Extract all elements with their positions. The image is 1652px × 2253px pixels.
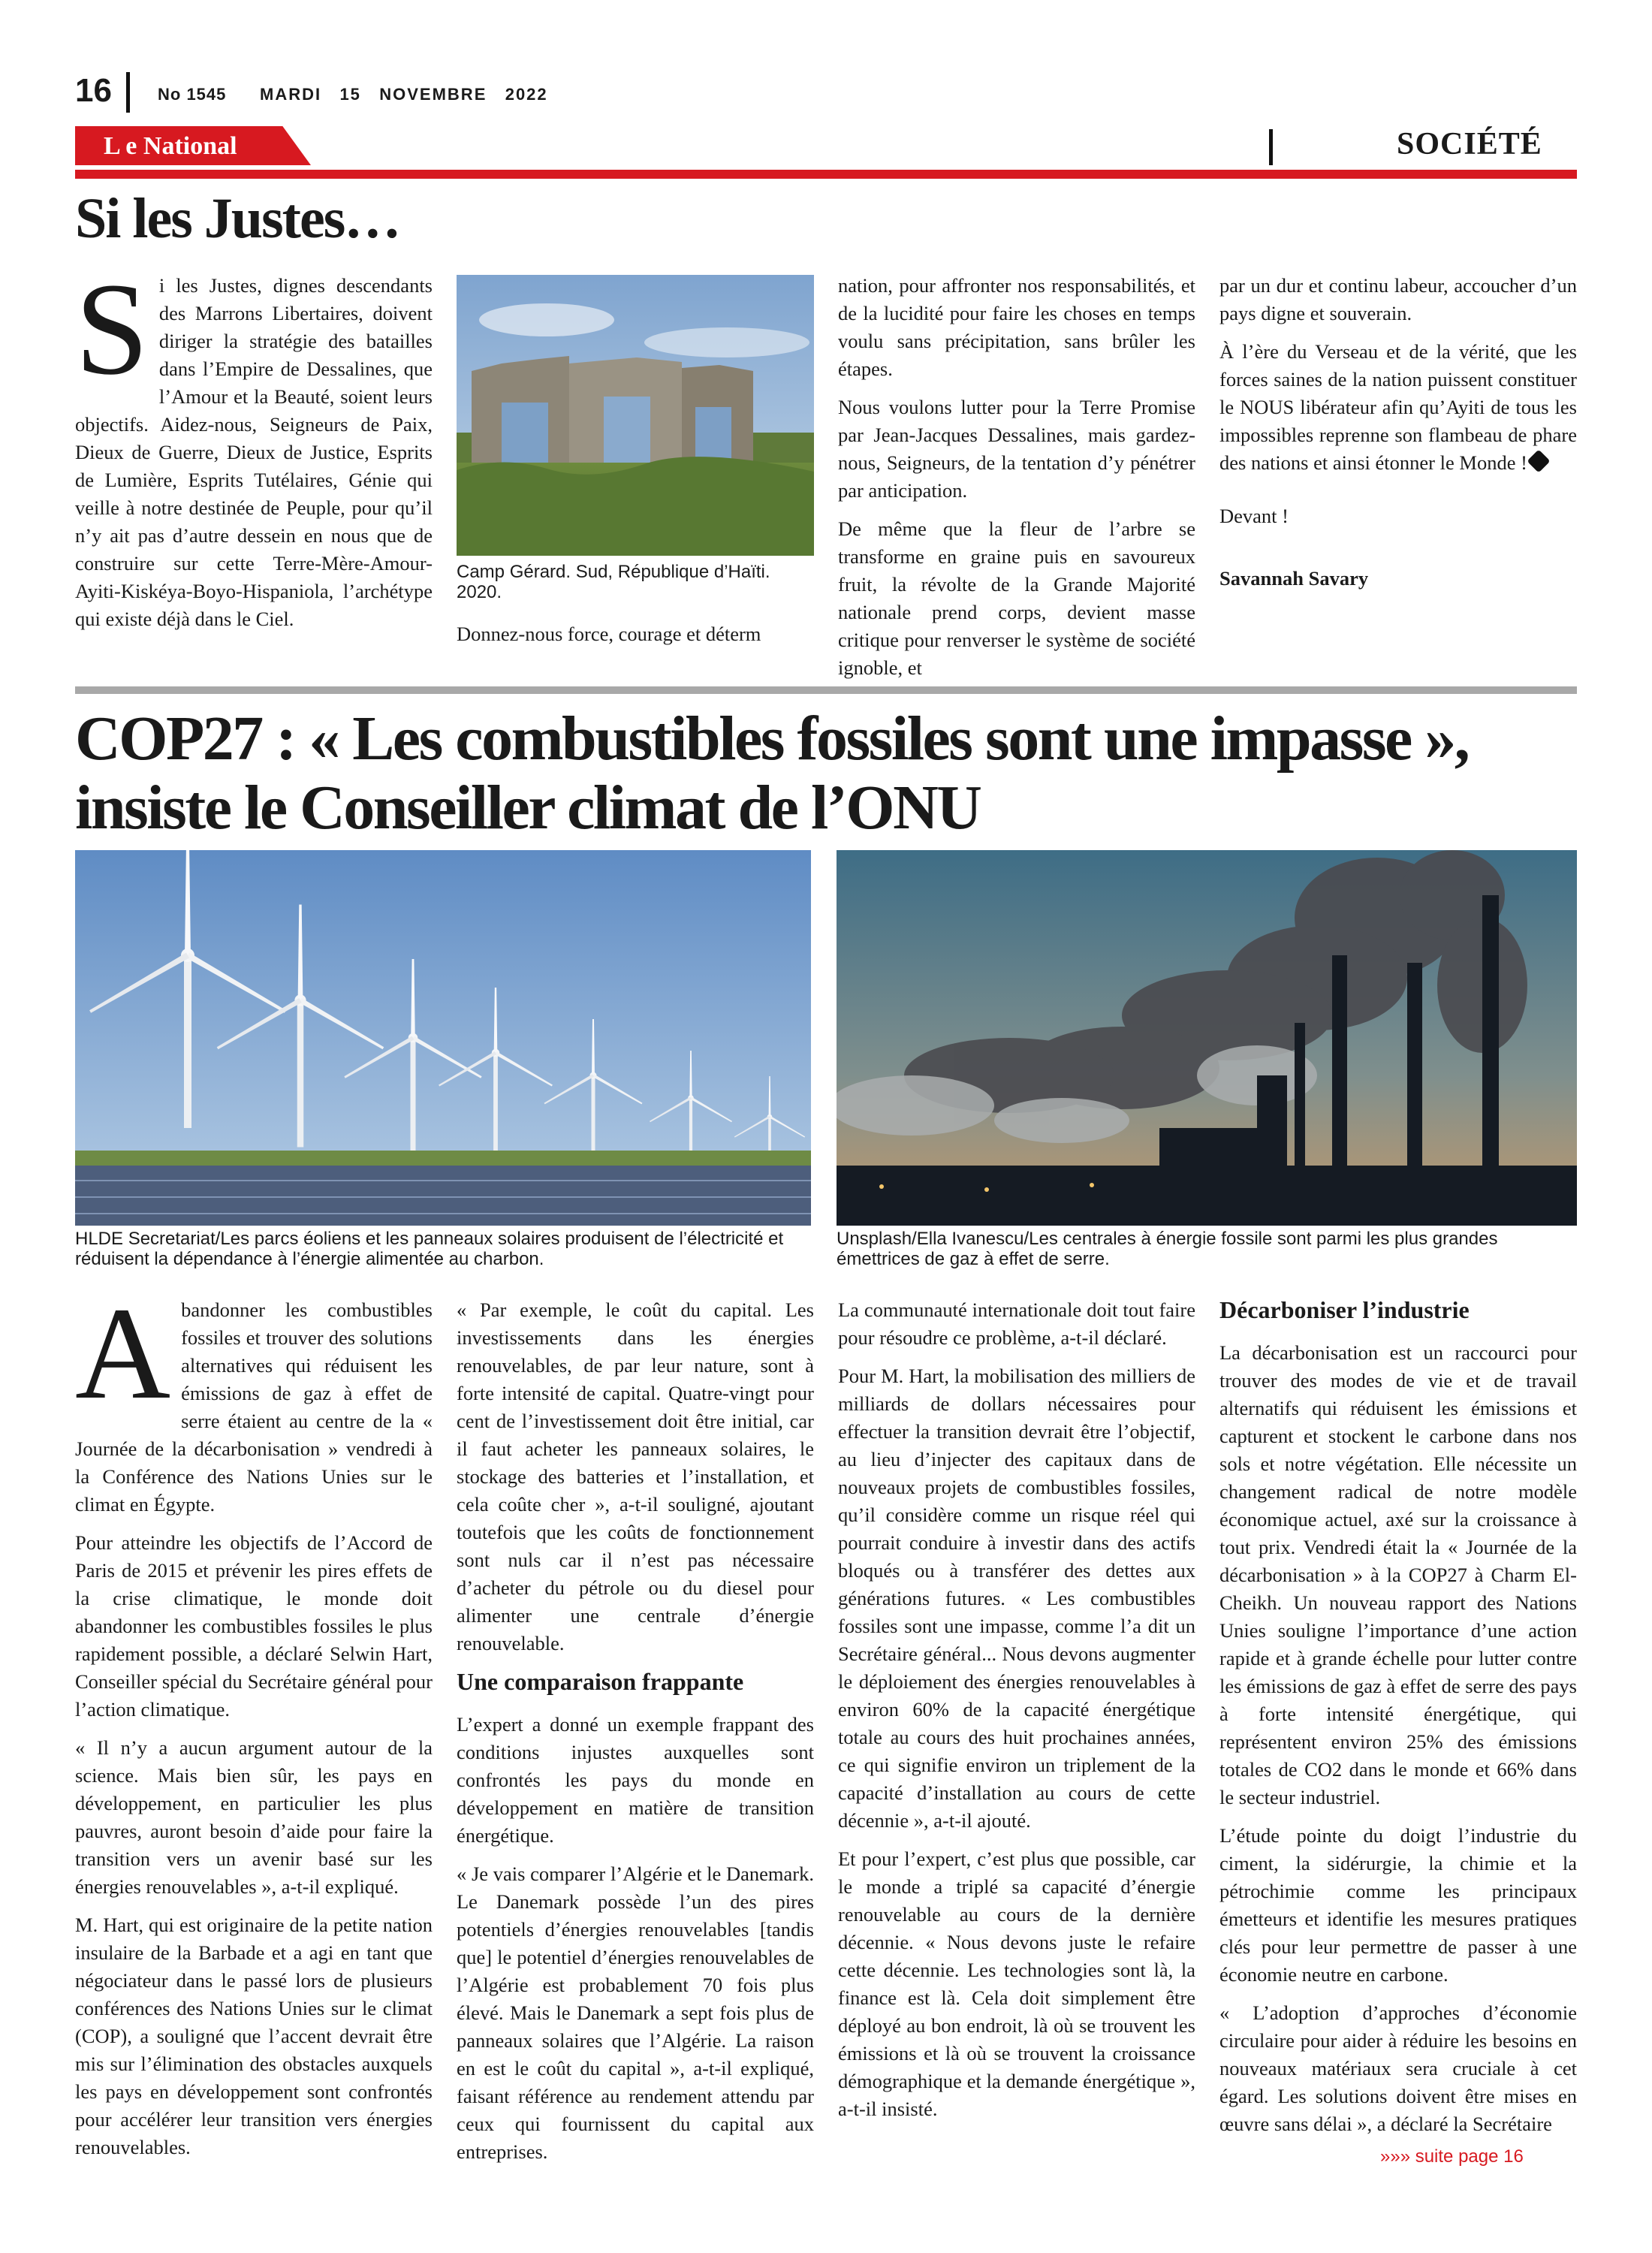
article2-title-line-2: insiste le Conseiller climat de l’ONU [75, 773, 981, 843]
article2-column-4 [1219, 1290, 1577, 2149]
brand-name: L e National [104, 132, 237, 160]
article2-column-2 [457, 1296, 814, 2176]
article1-column-2-tail [457, 620, 814, 648]
wind-farm-image [75, 850, 811, 1226]
article2-paragraph: La communauté internationale doit tout faire pour résoudre ce problème, a-t-il déclaré. [838, 1298, 1195, 1349]
power-plant-photo [837, 850, 1577, 1226]
article1-paragraph: Donnez-nous force, courage et déterm [457, 623, 761, 645]
article2-column-1 [75, 1280, 433, 2172]
article1-paragraph: À l’ère du Verseau et de la vérité, que les forces saines de la nation puissent constituer le NOUS libérateur afin qu’Ayiti de tous les impossibles reprenne son flambeau de phare des nations et ainsi étonner le Monde ! [1219, 340, 1577, 474]
article1-paragraph: nation, pour affronter nos responsabilités, et de la lucidité pour faire les choses en temps voulu sans précipitation, sans brûler les étapes. [838, 274, 1195, 380]
article-divider [75, 686, 1577, 694]
camp-photo-caption: Camp Gérard. Sud, République d’Haïti. 2020. [457, 562, 770, 602]
article2-title-line-1: COP27 : « Les combustibles fossiles sont une impasse », [75, 704, 1469, 774]
article2-paragraph: La décarbonisation est un raccourci pour trouver des modes de vie et de travail alternatifs qui réduisent les émissions et capturent et stockent le carbone dans nos sols et notre végétation. Elle nécessite un changement radical de notre modèle économique actuel, axé sur la croissance à tout prix. Vendredi était la « Journée de la décarbonisation » à la COP27 à Charm El-Cheikh. Un nouveau rapport des Nations Unies souligne l’importance d’une action rapide et à grande échelle pour lutter contre les émissions de gaz à effet de serre des pays à forte intensité énergétique, qui représentent environ 25% des émissions totales de CO2 dans le monde et 66% dans le secteur industriel. [1219, 1341, 1577, 1808]
article2-paragraph: Pour atteindre les objectifs de l’Accord de Paris de 2015 et prévenir les pires effets de la crise climatique, le monde doit abandonner les combustibles fossiles le plus rapidement possible, a déclaré Selwin Hart, Conseiller spécial du Secrétaire général pour l’action climatique. [75, 1531, 433, 1721]
article1-title: Si les Justes… [75, 187, 400, 250]
article2-paragraph: « L’adoption d’approches d’économie circulaire pour aider à réduire les besoins en nouveaux matériaux sera cruciale à cet égard. Les solutions doivent être mises en œuvre sans délai », a déclaré la Secrétaire [1219, 2001, 1577, 2135]
article1-dropcap: S [75, 256, 149, 403]
article1-column-4 [1219, 272, 1577, 603]
article2-paragraph: A bandonner les combustibles fossiles et trouver des solutions alternatives qui réduisent les émissions de gaz à effet de serre étaient au centre de la « Journée de la décarbonisation » vendredi à la Conférence des Nations Unies sur le climat en Égypte. [75, 1280, 433, 1516]
article2-paragraph: « Par exemple, le coût du capital. Les investissements dans les énergies renouvelables, de par leur nature, sont à forte intensité de capital. Quatre-vingt pour cent de l’investissement doit être initial, car il faut acheter les panneaux solaires, le stockage des batteries et l’installation, et cela coûte cher », a-t-il souligné, ajoutant toutefois que les coûts de fonctionnement sont nuls car il n’est pas nécessaire d’acheter du pétrole ou du diesel pour alimenter une centrale d’énergie renouvelable. [457, 1298, 814, 1654]
article1-paragraph: De même que la fleur de l’arbre se transforme en graine puis en savoureux fruit, la révolte de la Grande Majorité nationale prend corps, devient masse critique pour renverser le système de société ignoble, et [838, 517, 1195, 679]
header-rule [75, 170, 1577, 179]
article1-column-3 [838, 272, 1195, 692]
camp-gerard-photo [457, 275, 814, 556]
end-mark-icon [1527, 449, 1550, 472]
power-plant-image [837, 850, 1577, 1226]
article1-paragraph: i les Justes, dignes descendants des Marrons Libertaires, doivent diriger la stratégie des batailles dans l’Empire de Dessalines, que l’Amour et la Beauté, soient leurs objectifs. Aidez-nous, Seigneurs de Paix, Dieux de Guerre, Dieux de Justice, Esprits de Lumière, Esprits Tutélaires, Génie qui veille à notre destinée de Peuple, pour qu’il n’y ait pas d’autre dessein en nous que de construire sur cette Terre-Mère-Amour-Ayiti-Kiskéya-Boyo-Hispaniola, l’archétype qui existe déjà dans le Ciel. [75, 274, 433, 630]
header-divider [126, 72, 130, 113]
issue-date: MARDI 15 NOVEMBRE 2022 [260, 85, 548, 104]
article2-paragraph: « Je vais comparer l’Algérie et le Danemark. Le Danemark possède l’un des pires potentiels d’énergies renouvelables [tandis que] le potentiel d’énergies renouvelables de l’Algérie est probablement 70 fois plus élevé. Mais le Danemark a sept fois plus de panneaux solaires que l’Algérie. La raison en est le coût du capital », a-t-il expliqué, faisant référence au rendement attendu par ceux qui fournissent du capital aux entreprises. [457, 1862, 814, 2163]
article1-paragraph: Nous voulons lutter pour la Terre Promise par Jean-Jacques Dessalines, mais gardez-nous, Seigneurs, de la tentation d’y pénétrer par anticipation. [838, 396, 1195, 502]
section-divider [1269, 129, 1273, 165]
issue-number: No 1545 [158, 85, 227, 104]
article1-closing: Devant ! [1219, 505, 1289, 527]
ruins-image [457, 275, 814, 556]
article1-author: Savannah Savary [1219, 567, 1369, 590]
section-title: SOCIÉTÉ [1397, 127, 1542, 161]
subhead-comparison: Une comparaison frappante [457, 1668, 744, 1695]
article1-paragraph: par un dur et continu labeur, accoucher d’un pays digne et souverain. [1219, 274, 1577, 324]
wind-turbines-photo [75, 850, 811, 1226]
wind-photo-caption: HLDE Secretariat/Les parcs éoliens et les panneaux solaires produisent de l’électricité et réduisent la dépendance à l’énergie alimentée au charbon. [75, 1229, 784, 1269]
subhead-decarbonise: Décarboniser l’industrie [1219, 1296, 1470, 1323]
article2-paragraph: « Il n’y a aucun argument autour de la science. Mais bien sûr, les pays en développement, en particulier les plus pauvres, auront besoin d’aide pour faire la transition vers un avenir basé sur les énergies renouvelables », a-t-il expliqué. [75, 1736, 433, 1898]
power-plant-caption: Unsplash/Ella Ivanescu/Les centrales à énergie fossile sont parmi les plus grandes émettrices de gaz à effet de serre. [837, 1229, 1498, 1269]
continued-link[interactable]: »»» suite page 16 [1380, 2146, 1524, 2167]
article2-paragraph: L’étude pointe du doigt l’industrie du ciment, la sidérurgie, la chimie et la pétrochimie comme les principaux émetteurs et identifie les mesures pratiques clés pour leur permettre de passer à une économie neutre en carbone. [1219, 1824, 1577, 1986]
article2-paragraph: Pour M. Hart, la mobilisation des milliers de milliards de dollars nécessaires pour effectuer la transition devrait être l’objectif, au lieu d’injecter des capitaux dans de nouveaux projets de combustibles fossiles, qu’il considère comme un risque réel qui pourrait conduire à investir dans des actifs bloqués ou à transférer des dettes aux générations futures. « Les combustibles fossiles sont une impasse, comme l’a dit un Secrétaire général... Nous devons augmenter le déploiement des énergies renouvelables à environ 60% de la capacité énergétique totale au cours des huit prochaines années, ce qui signifie environ un triplement de la capacité d’installation au cours de cette décennie », a-t-il ajouté. [838, 1365, 1195, 1832]
article1-column-1 [75, 256, 433, 633]
page-number: 16 [75, 72, 112, 109]
article2-title [75, 704, 1577, 843]
article2-paragraph: Et pour l’expert, c’est plus que possible, car le monde a triplé sa capacité d’énergie renouvelable au cours de la dernière décennie. « Nous devons juste le refaire cette décennie. Les technologies sont là, la finance est là. Cela doit simplement être déployé au bon endroit, là où se trouvent les émissions et là où se trouvent la croissance démographique et la demande énergétique », a-t-il insisté. [838, 1847, 1195, 2120]
article2-column-3 [838, 1296, 1195, 2134]
article2-paragraph: L’expert a donné un exemple frappant des conditions injustes auxquelles sont confrontés les pays du monde en développement en matière de transition énergétique. [457, 1713, 814, 1847]
article2-dropcap: A [75, 1280, 171, 1427]
article2-paragraph: M. Hart, qui est originaire de la petite nation insulaire de la Barbade et a agi en tant que négociateur dans le passé lors de plusieurs conférences des Nations Unies sur le climat (COP), a souligné que l’accent devrait être mis sur l’élimination des obstacles auxquels les pays en développement sont confrontés pour accélérer leur transition vers énergies renouvelables. [75, 1914, 433, 2158]
